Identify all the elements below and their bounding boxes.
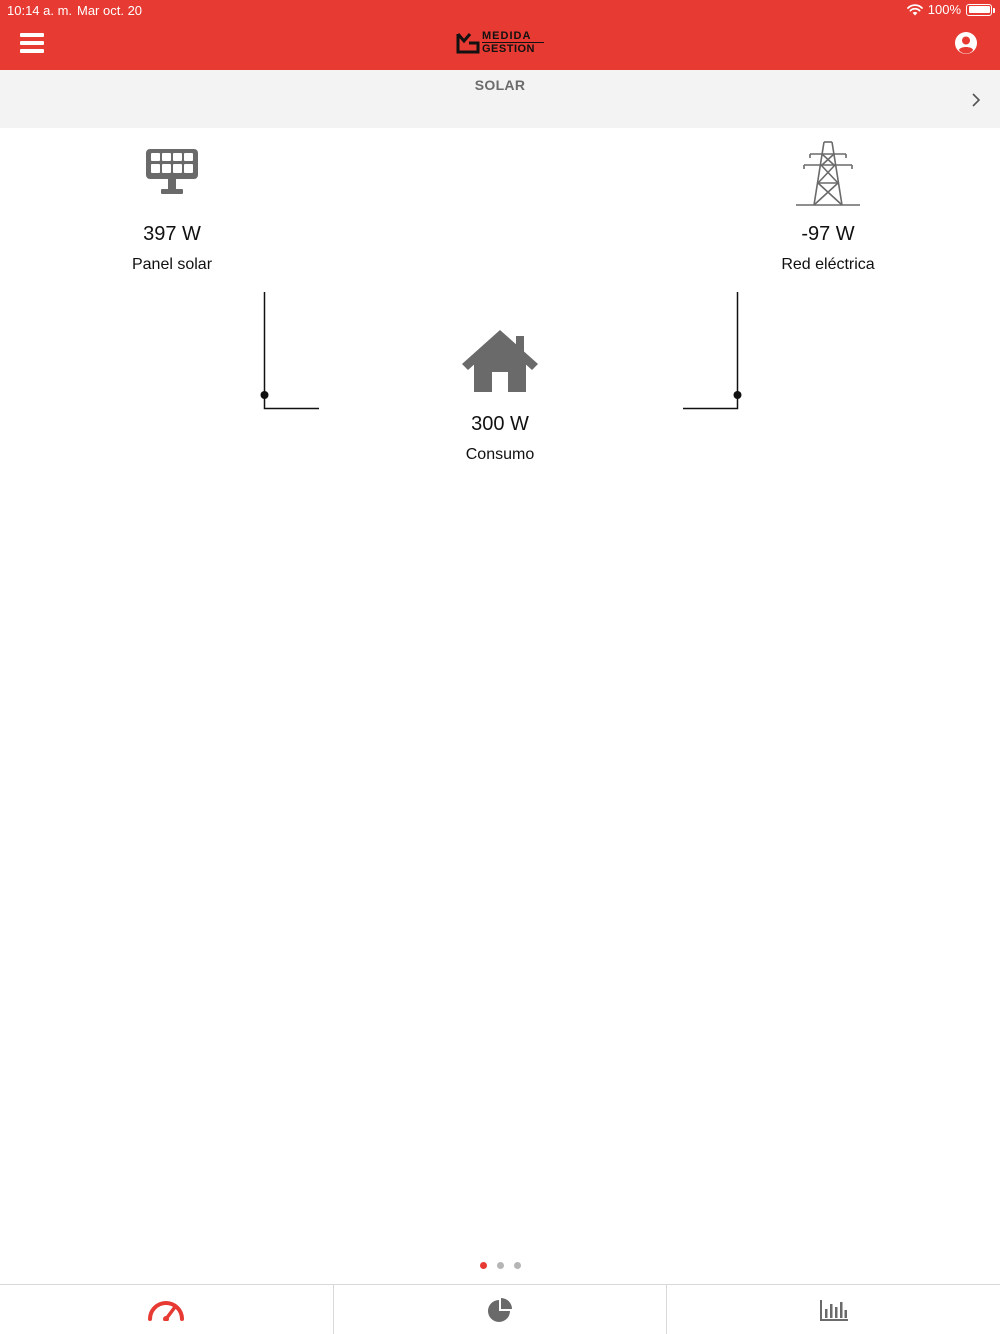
home-node (420, 326, 580, 464)
pie-chart-icon (487, 1297, 513, 1323)
tab-history[interactable] (666, 1285, 1000, 1334)
top-bar (0, 0, 1000, 70)
section-title: SOLAR (474, 77, 526, 93)
battery-percent: 100% (927, 2, 961, 17)
gauge-icon (146, 1299, 186, 1321)
grid-label: Red eléctrica (781, 256, 875, 273)
home-label: Consumo (465, 446, 535, 463)
menu-button[interactable] (20, 33, 44, 53)
chevron-right-icon[interactable] (968, 92, 984, 108)
solar-panel-icon (143, 146, 201, 196)
tab-bar (0, 1284, 1000, 1334)
tab-dashboard[interactable] (0, 1285, 333, 1334)
logo-mark-icon (456, 32, 480, 54)
status-time: 10:14 a. m. (7, 3, 73, 18)
grid-node (748, 138, 908, 274)
solar-power-value: 397 W (143, 223, 201, 245)
page-dot-3[interactable] (514, 1262, 521, 1269)
solar-node (92, 146, 252, 274)
user-account-icon[interactable] (954, 31, 978, 55)
wifi-icon (907, 4, 923, 16)
bar-chart-icon (819, 1298, 849, 1322)
home-power-value: 300 W (471, 413, 529, 435)
house-icon (460, 326, 540, 394)
solar-label: Panel solar (131, 256, 213, 273)
app-logo (454, 29, 546, 57)
power-tower-icon (794, 138, 862, 208)
section-bar (0, 70, 1000, 128)
page-indicator (0, 1262, 1000, 1269)
logo-text-top: MEDIDA (482, 30, 532, 42)
logo-text-bottom: GESTION (482, 43, 536, 55)
battery-icon (966, 4, 992, 16)
page-dot-1[interactable] (480, 1262, 487, 1269)
page-dot-2[interactable] (497, 1262, 504, 1269)
status-date: Mar oct. 20 (77, 3, 143, 18)
grid-power-value: -97 W (801, 223, 855, 245)
tab-distribution[interactable] (333, 1285, 667, 1334)
status-indicators (907, 2, 992, 17)
